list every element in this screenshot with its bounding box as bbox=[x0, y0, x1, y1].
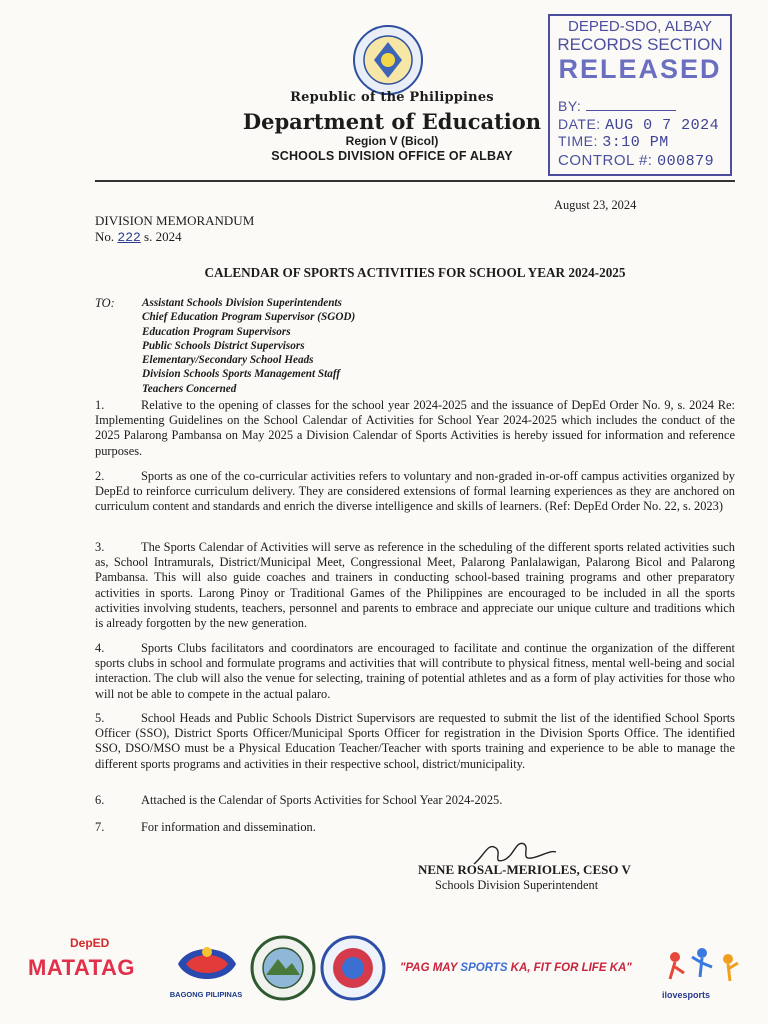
paragraph-number: 3. bbox=[95, 540, 105, 554]
header-divider bbox=[95, 180, 735, 182]
bagong-pilipinas-logo-icon bbox=[168, 938, 246, 990]
paragraph-number: 4. bbox=[95, 641, 105, 655]
stamp-date-row bbox=[558, 116, 719, 134]
paragraph-text: Attached is the Calendar of Sports Activities for School Year 2024-2025. bbox=[141, 793, 503, 807]
signatory-title: Schools Division Superintendent bbox=[435, 878, 599, 892]
recipient-item: Education Program Supervisors bbox=[142, 325, 291, 338]
stamp-date-value: AUG 0 7 2024 bbox=[605, 117, 720, 134]
stamp-control-label: CONTROL #: bbox=[558, 152, 653, 169]
paragraph-text: School Heads and Public Schools District Supervisors are requested to submit the list of the identified School Sports Officer (SSO), District Sports Officer/Municipal Sports Officer for registration in the Division Sports Office. The identified SSO, DSO/MSO must be a Physical Education Teacher/Teacher with sports training and experience to be able to manage the different sports programs and activities in their respective school, district/municipality. bbox=[95, 711, 735, 771]
paragraph-text: For information and dissemination. bbox=[141, 820, 316, 834]
recipient-list bbox=[142, 296, 355, 396]
stamp-time-row bbox=[558, 133, 669, 151]
memo-date: August 23, 2024 bbox=[554, 198, 637, 212]
stamp-office: DEPED-SDO, ALBAY bbox=[568, 18, 712, 35]
memo-title: CALENDAR OF SPORTS ACTIVITIES FOR SCHOOL YEAR 2024-2025 bbox=[204, 265, 626, 280]
recipient-item: Chief Education Program Supervisor (SGOD) bbox=[142, 311, 356, 324]
paragraph-7 bbox=[95, 820, 735, 835]
footer-ilovesports: ilovesports bbox=[662, 990, 711, 1000]
paragraph-text: The Sports Calendar of Activities will serve as reference in the scheduling of the different sports related activities such as, School Intramurals, District/Municipal Meet, Congressional Meet, Palarong Panlalawigan, Palarong Bicol and Palarong Pambansa. This will also guide coaches and trainers in conducting school-based training programs and other preparatory activities in sports. Larong Pinoy or Traditional Games of the Philippines are encouraged to be included in all the sports activities involving students, teachers, personnel and parents to embrace and appreciate our unique culture and traditions which is already forgotten by the new generation. bbox=[95, 540, 735, 631]
stamp-control-value: 000879 bbox=[657, 153, 715, 170]
paragraph-5 bbox=[95, 711, 735, 772]
stamp-time-value: 3:10 PM bbox=[602, 134, 669, 151]
paragraph-number: 1. bbox=[95, 398, 105, 412]
paragraph-text: Relative to the opening of classes for the school year 2024-2025 and the issuance of DepEd Order No. 9, s. 2024 Re: Implementing Guidelines on the School Calendar of Activities for School Year 2024-2025 which includes the conduct of the 2025 Palarong Pambansa on May 2025 a Division Calendar of Sports Activities is hereby issued for information and reference purposes. bbox=[95, 398, 735, 458]
memo-no-label: No. bbox=[95, 229, 115, 244]
memo-no-value: 222 bbox=[117, 230, 141, 245]
stamp-by-row bbox=[558, 98, 676, 114]
slogan-sports: SPORTS bbox=[460, 962, 508, 974]
paragraph-6 bbox=[95, 793, 735, 808]
memo-type: DIVISION MEMORANDUM bbox=[95, 213, 255, 228]
footer-slogan bbox=[400, 962, 632, 974]
recipient-item: Teachers Concerned bbox=[142, 382, 237, 395]
paragraph-number: 5. bbox=[95, 711, 105, 725]
signatory-name: NENE ROSAL-MERIOLES, CESO V bbox=[418, 862, 631, 877]
paragraph-1 bbox=[95, 398, 735, 459]
paragraph-number: 6. bbox=[95, 793, 105, 807]
to-label: TO: bbox=[95, 296, 115, 310]
recipient-item: Division Schools Sports Management Staff bbox=[142, 368, 341, 381]
sdo-albay-seal-icon bbox=[250, 935, 316, 1001]
republic-line: Republic of the Philippines bbox=[290, 90, 494, 105]
footer-deped-label: DepED bbox=[70, 936, 110, 950]
paragraph-text: Sports as one of the co-curricular activities refers to voluntary and non-graded in-or-off campus activities organized by DepEd to reinforce curriculum delivery. They are considered extensions of formal learning experiences as they are anchored on curriculum content and standards and enrich the diverse intelligence and skills of learners. (Ref: DepEd Order No. 22, s. 2023) bbox=[95, 469, 735, 514]
stamp-by-label: BY: bbox=[558, 98, 582, 114]
stamp-section: RECORDS SECTION bbox=[557, 35, 723, 54]
memo-number bbox=[95, 229, 182, 245]
footer-matatag-logo: MATATAG bbox=[28, 955, 135, 980]
department-name: Department of Education bbox=[242, 109, 542, 134]
footer-bagong-pilipinas: BAGONG PILIPINAS bbox=[169, 990, 243, 999]
paragraph-4 bbox=[95, 641, 735, 702]
paragraph-number: 7. bbox=[95, 820, 105, 834]
records-stamp bbox=[548, 14, 732, 176]
recipient-item: Assistant Schools Division Superintendents bbox=[142, 297, 342, 309]
paragraph-2 bbox=[95, 469, 735, 515]
recipient-item: Public Schools District Supervisors bbox=[142, 339, 305, 352]
paragraph-3 bbox=[95, 540, 735, 631]
sports-figures-icon bbox=[660, 945, 745, 995]
stamp-control-row bbox=[558, 152, 714, 170]
paragraph-number: 2. bbox=[95, 469, 105, 483]
office-line: SCHOOLS DIVISION OFFICE OF ALBAY bbox=[271, 149, 513, 163]
recipient-item: Elementary/Secondary School Heads bbox=[142, 354, 314, 367]
region-line: Region V (Bicol) bbox=[345, 134, 439, 148]
paragraph-text: Sports Clubs facilitators and coordinators are encouraged to facilitate and continue the organization of the different sports clubs in school and formulate programs and activities that will contribute to physical fitness, mental well-being and social interaction. The club will also the venue for selecting, training of potential athletes and as a form of play activities for those who will not be able to compete in the actual palaro. bbox=[95, 641, 735, 701]
slogan-part: "PAG MAY bbox=[400, 962, 461, 974]
slogan-part: KA, FIT FOR LIFE KA" bbox=[507, 962, 632, 974]
memo-series: s. 2024 bbox=[144, 229, 182, 244]
sports-office-seal-icon bbox=[320, 935, 386, 1001]
stamp-date-label: DATE: bbox=[558, 116, 601, 132]
deped-seal-icon bbox=[352, 24, 424, 96]
stamp-status: RELEASED bbox=[558, 54, 722, 84]
stamp-time-label: TIME: bbox=[558, 133, 598, 149]
